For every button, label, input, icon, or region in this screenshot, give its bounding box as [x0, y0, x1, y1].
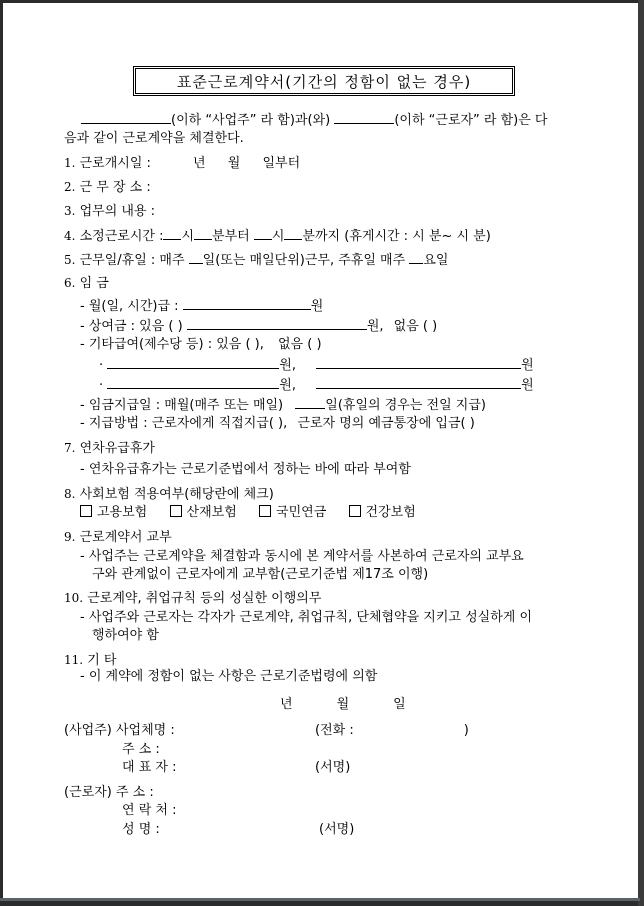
base-pay-blank[interactable]	[183, 297, 311, 310]
start-hour-blank[interactable]	[163, 227, 181, 240]
employer-representative: 대 표 자 :	[122, 760, 177, 775]
item-3-job-description: 3. 업무의 내용 :	[64, 204, 156, 219]
employer-phone: (전화 : )	[315, 723, 469, 738]
item-10-obligations: 10. 근로계약, 취업규칙 등의 성실한 이행의무	[64, 591, 322, 606]
window-edge	[638, 0, 644, 906]
end-hour-blank[interactable]	[254, 227, 272, 240]
other-pay-blank-2[interactable]	[316, 356, 521, 369]
intro-line-1: (이하 “사업주” 라 함)과(와) (이하 “근로자” 라 함)은 다	[81, 111, 548, 129]
checkbox-icon[interactable]	[259, 505, 271, 517]
base-pay-line: - 월(일, 시간)급 : 원	[80, 299, 324, 314]
option-industrial-accident-insurance[interactable]: 산재보험	[170, 505, 237, 520]
window-edge-bottom	[0, 898, 640, 901]
item-11-other: 11. 기 타	[64, 653, 117, 668]
item-2-workplace: 2. 근 무 장 소 :	[64, 180, 151, 195]
other-pay-blank-4[interactable]	[316, 376, 521, 389]
item-7-annual-leave: 7. 연차유급휴가	[64, 441, 155, 456]
checkbox-icon[interactable]	[170, 505, 182, 517]
pay-method-line: - 지급방법 : 근로자에게 직접지급( ), 근로자 명의 예금통장에 입금( )	[80, 416, 475, 431]
worker-name-blank[interactable]	[334, 111, 394, 124]
other-pay-row-1: · 원, 원	[99, 358, 534, 373]
employer-address: 주 소 :	[122, 742, 160, 757]
contract-delivery-desc-2: 구와 관계없이 근로자에게 교부함(근로기준법 제17조 이행)	[92, 567, 429, 582]
other-pay-blank-3[interactable]	[107, 376, 279, 389]
option-employment-insurance[interactable]: 고용보험	[80, 505, 147, 520]
item-6-wages: 6. 임 금	[64, 276, 109, 291]
item-9-contract-delivery: 9. 근로계약서 교부	[64, 530, 172, 545]
obligations-desc-2: 행하여야 함	[92, 628, 159, 643]
annual-leave-desc: - 연차유급휴가는 근로기준법에서 정하는 바에 따라 부여함	[80, 462, 411, 477]
start-minute-blank[interactable]	[194, 227, 212, 240]
worker-contact: 연 락 처 :	[122, 803, 177, 818]
checkbox-icon[interactable]	[80, 505, 92, 517]
pay-day-blank[interactable]	[295, 396, 325, 409]
employer-name-blank[interactable]	[81, 111, 171, 124]
item-8-social-insurance: 8. 사회보험 적용여부(해당란에 체크)	[64, 487, 274, 502]
insurance-options	[80, 505, 416, 521]
item-1-start-date: 1. 근로개시일 : 년 월 일부터	[64, 156, 301, 171]
bonus-line: - 상여금 : 있음 ( ) 원, 없음 ( )	[80, 319, 438, 334]
other-desc: - 이 계약에 정함이 없는 사항은 근로기준법령에 의함	[80, 669, 378, 684]
worker-signature[interactable]: (서명)	[319, 822, 355, 837]
employer-signature[interactable]: (서명)	[315, 760, 351, 775]
document-page	[3, 3, 638, 898]
item-4-working-hours: 4. 소정근로시간 : 시 분부터 시 분까지 (휴게시간 : 시 분~ 시 분)	[64, 229, 491, 244]
option-national-pension[interactable]: 국민연금	[259, 505, 326, 520]
option-health-insurance[interactable]: 건강보험	[349, 505, 416, 520]
end-minute-blank[interactable]	[284, 227, 302, 240]
worker-address-line: (근로자) 주 소 :	[64, 785, 154, 800]
other-pay-line: - 기타급여(제수당 등) : 있음 ( ), 없음 ( )	[80, 337, 322, 352]
signing-date: 년 월 일	[280, 697, 406, 712]
worker-name: 성 명 :	[122, 822, 160, 837]
workdays-blank[interactable]	[189, 251, 203, 264]
contract-delivery-desc-1: - 사업주는 근로계약을 체결함과 동시에 본 계약서를 사본하여 근로자의 교부요	[80, 549, 524, 564]
bonus-amount-blank[interactable]	[187, 317, 367, 330]
other-pay-blank-1[interactable]	[107, 356, 279, 369]
intro-line-2: 음과 같이 근로계약을 체결한다.	[64, 131, 244, 146]
document-title: 표준근로계약서(기간의 정함이 없는 경우)	[133, 66, 515, 96]
item-5-workdays: 5. 근무일/휴일 : 매주 일(또는 매일단위)근무, 주휴일 매주 요일	[64, 253, 449, 268]
pay-day-line: - 임금지급일 : 매월(매주 또는 매일) 일(휴일의 경우는 전일 지급)	[80, 398, 486, 413]
other-pay-row-2: · 원, 원	[99, 378, 534, 393]
holiday-weekday-blank[interactable]	[409, 251, 423, 264]
employer-company-line: (사업주) 사업체명 :	[64, 723, 175, 738]
obligations-desc-1: - 사업주와 근로자는 각자가 근로계약, 취업규칙, 단체협약을 지키고 성실하게 이	[80, 610, 533, 625]
checkbox-icon[interactable]	[349, 505, 361, 517]
